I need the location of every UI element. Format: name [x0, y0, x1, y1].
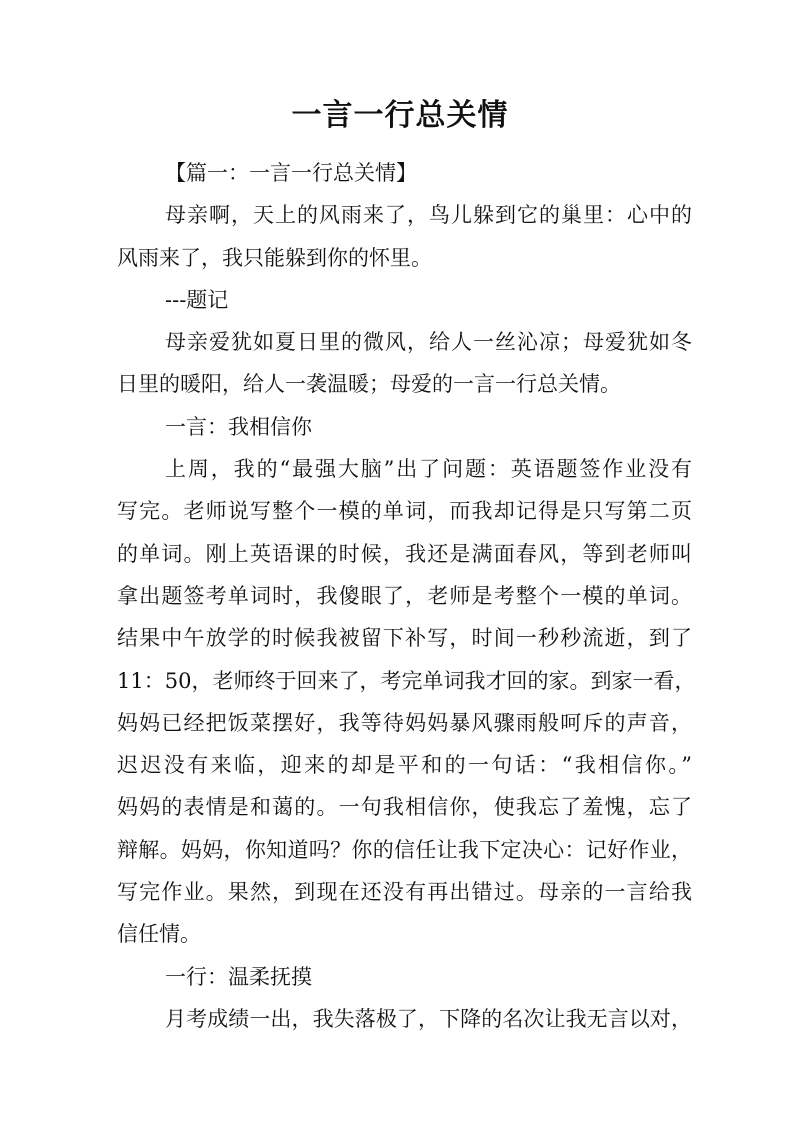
text-line: 妈妈已经把饭菜摆好，我等待妈妈暴风骤雨般呵斥的声音， [117, 710, 692, 735]
subheading-trust [117, 406, 692, 448]
text-line: 迟迟没有来临，迎来的却是平和的一句话：“我相信你。” [117, 753, 692, 778]
text-line: 信任情。 [117, 922, 201, 947]
text-line: 妈妈的表情是和蔼的。一句我相信你，使我忘了羞愧，忘了 [117, 795, 692, 820]
story-paragraph-touch [117, 998, 692, 1040]
section-heading-text: 【篇一：一言一行总关情】 [165, 161, 417, 185]
text-line: 母亲啊，天上的风雨来了，鸟儿躲到它的巢里：心中的 [165, 203, 692, 228]
subheading-text: 一行：温柔抚摸 [165, 964, 312, 989]
epigraph-source-text: ---题记 [165, 287, 229, 312]
text-line: 写完。老师说写整个一模的单词，而我却记得是只写第二页 [117, 499, 692, 524]
text-line: 写完作业。果然，到现在还没有再出错过。母亲的一言给我 [117, 880, 692, 905]
subheading-touch [117, 956, 692, 998]
subheading-text: 一言：我相信你 [165, 414, 312, 439]
section-heading [117, 152, 692, 194]
text-line: 日里的暖阳，给人一袭温暖；母爱的一言一行总关情。 [117, 372, 621, 397]
text-line: 辩解。妈妈，你知道吗？你的信任让我下定决心：记好作业， [117, 837, 692, 862]
text-line: 月考成绩一出，我失落极了，下降的名次让我无言以对， [165, 1006, 692, 1031]
text-line: 风雨来了，我只能躲到你的怀里。 [117, 245, 432, 270]
epigraph-source [117, 279, 692, 321]
document-title: 一言一行总关情 [291, 98, 509, 133]
text-line: 结果中午放学的时候我被留下补写，时间一秒秒流逝，到了 [117, 626, 692, 651]
text-line: 母亲爱犹如夏日里的微风，给人一丝沁凉；母爱犹如冬 [165, 330, 692, 355]
intro-paragraph [117, 321, 692, 406]
story-paragraph-trust [117, 448, 696, 956]
text-line: 拿出题签考单词时，我傻眼了，老师是考整个一模的单词。 [117, 583, 692, 608]
text-line: 的单词。刚上英语课的时候，我还是满面春风，等到老师叫 [117, 541, 692, 566]
text-line: 11：50，老师终于回来了，考完单词我才回的家。到家一看， [117, 668, 696, 693]
epigraph-paragraph [117, 194, 692, 279]
document-body [117, 152, 696, 1040]
text-line: 上周，我的“最强大脑”出了问题：英语题签作业没有 [165, 457, 692, 482]
